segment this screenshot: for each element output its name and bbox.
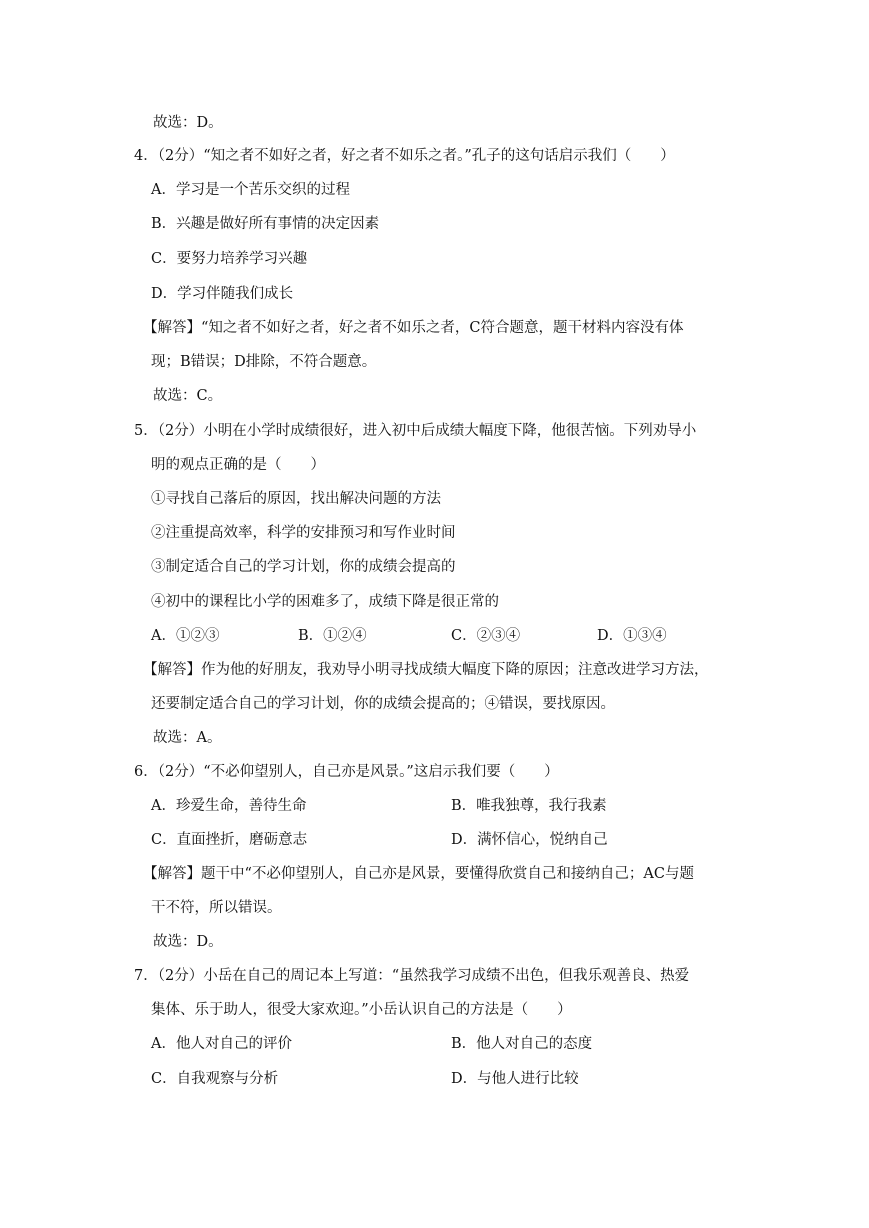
question-6-option-c: C．直面挫折，磨砺意志 — [151, 832, 308, 848]
question-7-option-b: B．他人对自己的态度 — [451, 1036, 593, 1052]
question-4-answer-line-1: 【解答】“知之者不如好之者，好之者不如乐之者，C符合题意，题干材料内容没有体 — [143, 320, 684, 336]
selection-q3: 故选：D。 — [153, 115, 223, 131]
question-5-answer-line-2: 还要制定适合自己的学习计划，你的成绩会提高的；④错误，要找原因。 — [151, 696, 615, 712]
question-6-option-d: D．满怀信心，悦纳自己 — [451, 832, 608, 848]
question-4-option-d: D．学习伴随我们成长 — [151, 286, 294, 302]
question-4-option-c: C．要努力培养学习兴趣 — [151, 251, 308, 267]
question-5-option-b: B．①②④ — [298, 628, 367, 644]
question-4-option-a: A．学习是一个苦乐交织的过程 — [151, 182, 350, 198]
question-5-option-a: A．①②③ — [151, 628, 220, 644]
question-4-option-b: B．兴趣是做好所有事情的决定因素 — [151, 216, 380, 232]
question-7-option-c: C．自我观察与分析 — [151, 1071, 279, 1087]
question-5-option-d: D．①③④ — [597, 628, 667, 644]
question-5-statement-1: ①寻找自己落后的原因，找出解决问题的方法 — [151, 491, 441, 507]
question-7-stem-cont: 集体、乐于助人，很受大家欢迎。”小岳认识自己的方法是（ ） — [151, 1002, 572, 1018]
question-6-stem: 6．（2分）“不必仰望别人，自己亦是风景。”这启示我们要（ ） — [134, 764, 559, 780]
question-5-stem: 5．（2分）小明在小学时成绩很好，进入初中后成绩大幅度下降，他很苦恼。下列劝导小 — [134, 423, 697, 439]
question-5-selection: 故选：A。 — [153, 730, 222, 746]
question-5-option-c: C．②③④ — [451, 628, 521, 644]
question-5-answer-line-1: 【解答】作为他的好朋友，我劝导小明寻找成绩大幅度下降的原因；注意改进学习方法， — [143, 662, 709, 678]
question-5-stem-cont: 明的观点正确的是（ ） — [151, 457, 325, 473]
question-4-selection: 故选：C。 — [153, 388, 223, 404]
question-6-option-a: A．珍爱生命，善待生命 — [151, 798, 307, 814]
question-6-selection: 故选：D。 — [153, 934, 223, 950]
question-4-answer-line-2: 现；B错误；D排除，不符合题意。 — [151, 354, 377, 370]
question-5-statement-3: ③制定适合自己的学习计划，你的成绩会提高的 — [151, 559, 456, 575]
question-5-statement-4: ④初中的课程比小学的困难多了，成绩下降是很正常的 — [151, 594, 499, 610]
question-6-answer-line-1: 【解答】题干中“不必仰望别人，自己亦是风景，要懂得欣赏自己和接纳自己；AC与题 — [143, 866, 694, 882]
question-4-stem: 4．（2分）“知之者不如好之者，好之者不如乐之者。”孔子的这句话启示我们（ ） — [134, 148, 675, 164]
question-7-option-a: A．他人对自己的评价 — [151, 1036, 292, 1052]
question-7-stem: 7．（2分）小岳在自己的周记本上写道：“虽然我学习成绩不出色，但我乐观善良、热爱 — [134, 968, 690, 984]
question-5-statement-2: ②注重提高效率，科学的安排预习和写作业时间 — [151, 525, 456, 541]
question-7-option-d: D．与他人进行比较 — [451, 1071, 579, 1087]
question-6-option-b: B．唯我独尊，我行我素 — [451, 798, 607, 814]
question-6-answer-line-2: 干不符，所以错误。 — [151, 900, 282, 916]
